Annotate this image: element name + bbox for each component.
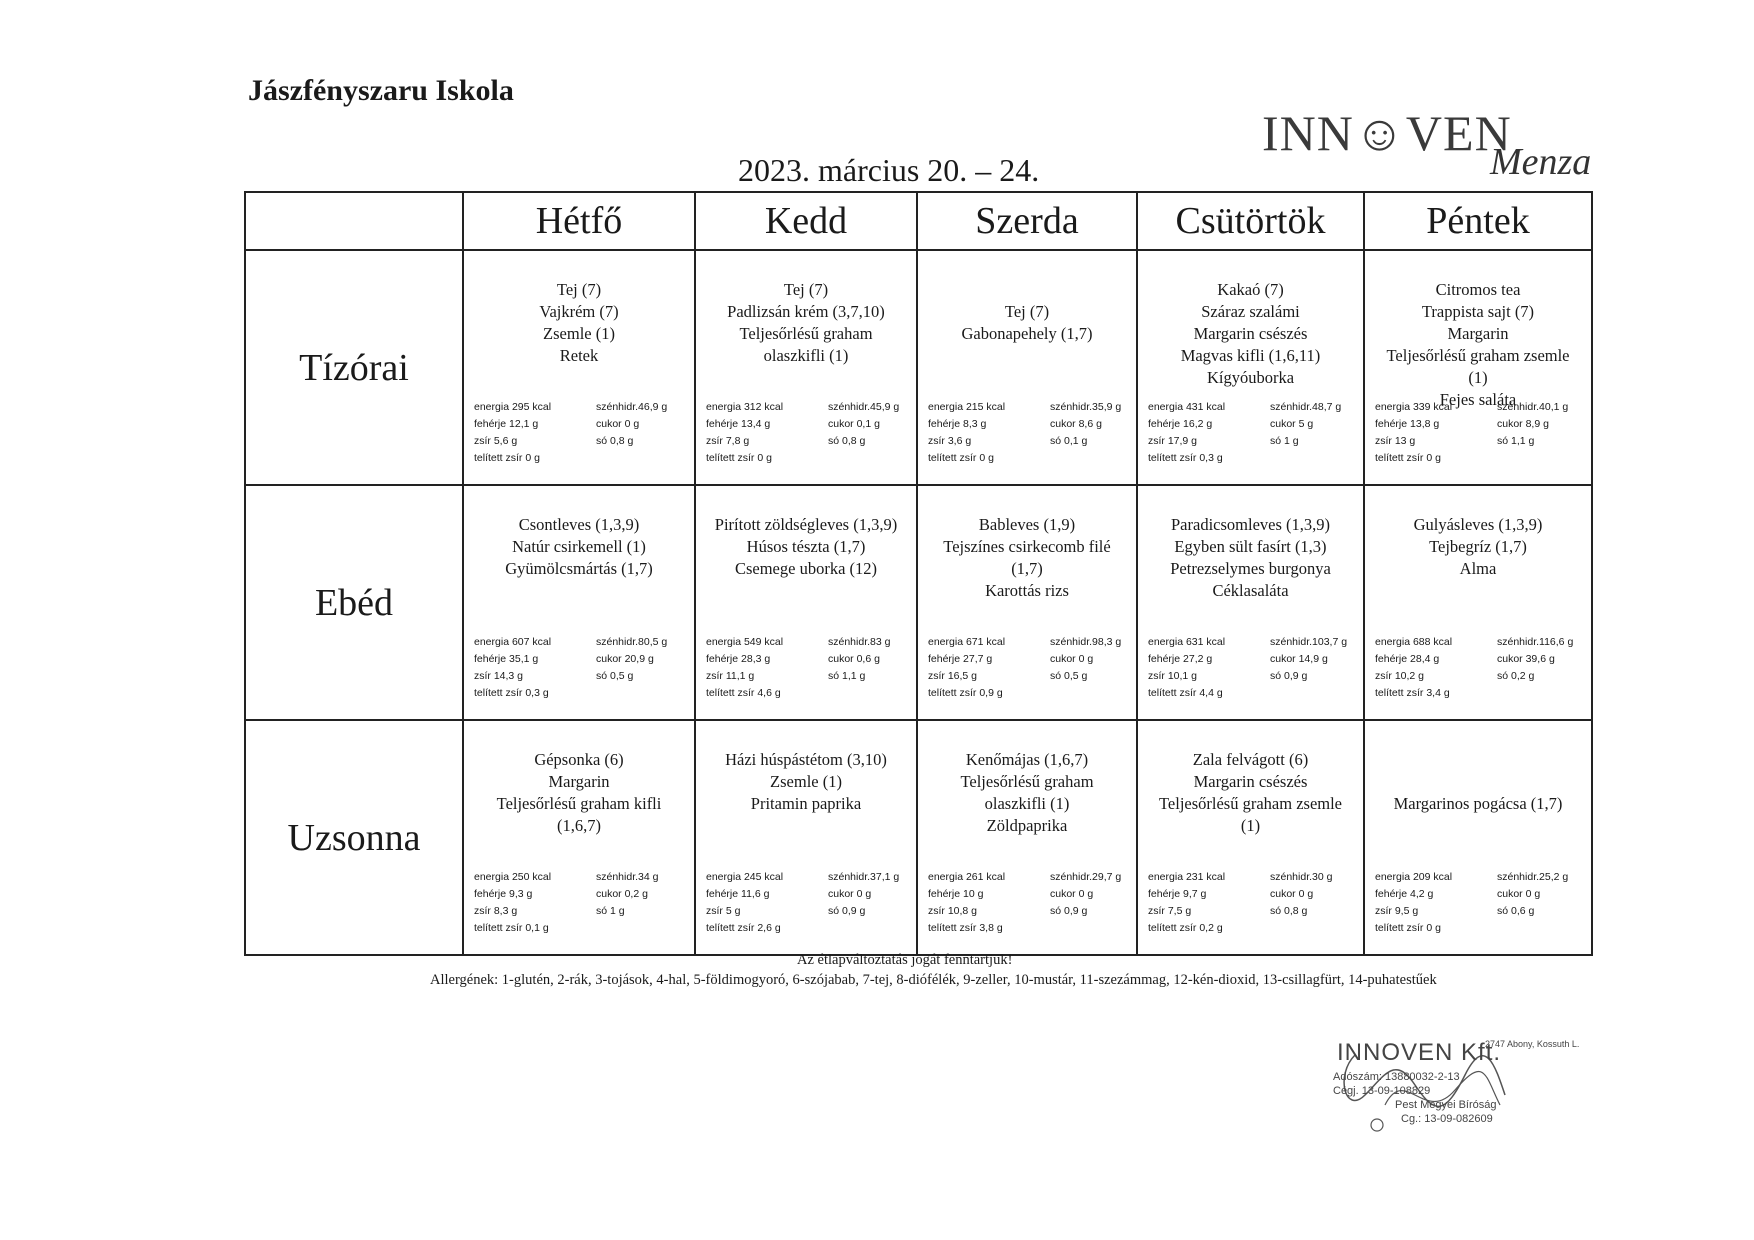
menu-items [1142, 749, 1359, 837]
nutrition-value: telített zsír 0,3 g [474, 687, 549, 699]
menu-item: Tejszínes csirkecomb filé [943, 537, 1111, 556]
menu-item: Tej (7) [1004, 302, 1050, 321]
day-header: Péntek [1364, 192, 1592, 250]
menu-cell [463, 485, 695, 720]
menu-item: Céklasaláta [1212, 581, 1289, 600]
menu-cell [695, 485, 917, 720]
menu-item: Gépsonka (6) [534, 750, 624, 769]
nutrition-value: fehérje 27,7 g [928, 653, 993, 665]
nutrition-value: telített zsír 4,6 g [706, 687, 781, 699]
nutrition-column [474, 399, 594, 467]
nutrition-value: fehérje 27,2 g [1148, 653, 1213, 665]
nutrition-value: telített zsír 0 g [1375, 922, 1441, 934]
nutrition-value: energia 245 kcal [706, 871, 784, 883]
nutrition-value: fehérje 8,3 g [928, 418, 987, 430]
menu-item: Padlizsán krém (3,7,10) [727, 302, 885, 321]
menu-item: Zsemle (1) [770, 772, 842, 791]
menu-item: Kenőmájas (1,6,7) [965, 750, 1089, 769]
menu-item: Zala felvágott (6) [1192, 750, 1309, 769]
menu-items [700, 749, 912, 815]
nutrition-value: fehérje 9,3 g [474, 888, 533, 900]
nutrition-value: só 0,9 g [828, 905, 866, 917]
day-header: Hétfő [463, 192, 695, 250]
nutrition-column [828, 869, 924, 920]
menu-item [922, 279, 1132, 301]
menu-items [1369, 279, 1587, 411]
nutrition-value: telített zsír 0,1 g [474, 922, 549, 934]
menu-item: Margarin csészés [1193, 772, 1308, 791]
school-name: Jászfényszaru Iskola [248, 74, 514, 107]
menu-item: Kígyóuborka [1206, 368, 1295, 387]
stamp-company-name: INNOVEN Kft. [1337, 1039, 1502, 1066]
meal-label: Uzsonna [245, 720, 463, 955]
nutrition-value: zsír 7,8 g [706, 435, 750, 447]
nutrition-value: cukor 0 g [596, 418, 640, 430]
nutrition-value: cukor 20,9 g [596, 653, 654, 665]
nutrition-column [1050, 634, 1146, 685]
menu-cell [695, 250, 917, 485]
menu-items [468, 279, 690, 367]
day-header: Csütörtök [1137, 192, 1364, 250]
menu-item: Tej (7) [556, 280, 602, 299]
menu-items [1142, 514, 1359, 602]
menu-item: Vajkrém (7) [539, 302, 619, 321]
nutrition-value: szénhidr.30 g [1270, 871, 1333, 883]
menu-cell [1137, 720, 1364, 955]
nutrition-value: só 0,5 g [596, 670, 634, 682]
menu-item: Pritamin paprika [750, 794, 862, 813]
meal-row [245, 485, 1592, 720]
nutrition-column [706, 869, 826, 937]
menu-item: Teljesőrlésű graham kifli [496, 794, 662, 813]
menu-item: Trappista sajt (7) [1421, 302, 1535, 321]
nutrition-value: cukor 0 g [1270, 888, 1314, 900]
nutrition-value: telített zsír 0,9 g [928, 687, 1003, 699]
nutrition-value: szénhidr.40,1 g [1497, 401, 1569, 413]
menu-cell [1364, 485, 1592, 720]
nutrition-column [928, 399, 1048, 467]
nutrition-column [1148, 399, 1268, 467]
nutrition-column [474, 634, 594, 702]
nutrition-value: energia 312 kcal [706, 401, 784, 413]
menu-item: Teljesőrlésű graham zsemle [1386, 346, 1570, 365]
menu-cell [1137, 485, 1364, 720]
menu-items [468, 514, 690, 580]
menu-item: Bableves (1,9) [978, 515, 1076, 534]
company-stamp [1325, 1035, 1585, 1135]
nutrition-value: só 0,8 g [828, 435, 866, 447]
nutrition-value: fehérje 10 g [928, 888, 984, 900]
menu-cell [917, 250, 1137, 485]
nutrition-value: telített zsír 0,3 g [1148, 452, 1223, 464]
nutrition-value: só 1 g [1270, 435, 1299, 447]
menu-item [1369, 771, 1587, 793]
stamp-address: 2747 Abony, Kossuth L. [1485, 1039, 1580, 1049]
nutrition-value: cukor 0 g [1050, 653, 1094, 665]
nutrition-value: telített zsír 0 g [706, 452, 772, 464]
nutrition-value: fehérje 28,3 g [706, 653, 771, 665]
menu-item: Margarin [548, 772, 610, 791]
nutrition-column [1497, 634, 1593, 685]
stamp-company-reg: Cg.: 13-09-082609 [1401, 1113, 1493, 1125]
nutrition-value: só 1,1 g [828, 670, 866, 682]
stamp-registration: Cégj. 13-09-108829 [1333, 1085, 1431, 1097]
nutrition-value: telített zsír 0 g [1375, 452, 1441, 464]
nutrition-value: telített zsír 4,4 g [1148, 687, 1223, 699]
nutrition-value: cukor 8,6 g [1050, 418, 1102, 430]
nutrition-value: fehérje 11,6 g [706, 888, 770, 900]
menu-cell [1364, 250, 1592, 485]
menu-item: Magvas kifli (1,6,11) [1180, 346, 1321, 365]
menu-item: (1) [1240, 816, 1261, 835]
nutrition-value: zsír 5,6 g [474, 435, 518, 447]
menu-item: Kakaó (7) [1217, 280, 1284, 299]
menu-items [700, 279, 912, 367]
menu-item: Petrezselymes burgonya [1170, 559, 1331, 578]
nutrition-value: telített zsír 0,2 g [1148, 922, 1223, 934]
nutrition-column [1270, 634, 1366, 685]
nutrition-value: szénhidr.37,1 g [828, 871, 900, 883]
menu-items [922, 279, 1132, 345]
nutrition-value: szénhidr.103,7 g [1270, 636, 1348, 648]
logo-script-text: Menza [1490, 141, 1592, 183]
nutrition-column [474, 869, 594, 937]
nutrition-value: energia 549 kcal [706, 636, 784, 648]
menu-item: Száraz szalámi [1201, 302, 1300, 321]
meal-row [245, 250, 1592, 485]
nutrition-value: cukor 5 g [1270, 418, 1314, 430]
menu-item: Csontleves (1,3,9) [518, 515, 640, 534]
menu-item: Margarinos pogácsa (1,7) [1393, 794, 1563, 813]
day-header: Szerda [917, 192, 1137, 250]
nutrition-value: só 0,1 g [1050, 435, 1088, 447]
nutrition-column [1375, 399, 1495, 467]
meal-label: Tízórai [245, 250, 463, 485]
nutrition-value: fehérje 28,4 g [1375, 653, 1440, 665]
nutrition-value: energia 607 kcal [474, 636, 552, 648]
menu-cell [695, 720, 917, 955]
menu-item: Fejes saláta [1439, 390, 1517, 409]
nutrition-value: zsír 17,9 g [1148, 435, 1198, 447]
nutrition-value: energia 671 kcal [928, 636, 1006, 648]
nutrition-column [1497, 399, 1593, 450]
nutrition-value: cukor 0 g [1050, 888, 1094, 900]
nutrition-value: telített zsír 3,4 g [1375, 687, 1450, 699]
menu-cell [917, 485, 1137, 720]
nutrition-value: zsír 11,1 g [706, 670, 755, 682]
nutrition-value: szénhidr.45,9 g [828, 401, 900, 413]
nutrition-value: energia 250 kcal [474, 871, 552, 883]
nutrition-column [1497, 869, 1593, 920]
weekly-menu-table [244, 191, 1593, 956]
nutrition-column [1050, 399, 1146, 450]
nutrition-value: szénhidr.48,7 g [1270, 401, 1342, 413]
nutrition-value: zsír 7,5 g [1148, 905, 1192, 917]
nutrition-value: cukor 0 g [828, 888, 872, 900]
nutrition-value: szénhidr.80,5 g [596, 636, 668, 648]
nutrition-value: szénhidr.116,6 g [1497, 636, 1574, 648]
menu-item: Zöldpaprika [986, 816, 1068, 835]
innoven-logo [1262, 104, 1622, 184]
nutrition-value: só 0,6 g [1497, 905, 1535, 917]
nutrition-value: szénhidr.35,9 g [1050, 401, 1122, 413]
nutrition-value: energia 261 kcal [928, 871, 1006, 883]
menu-item: Teljesőrlésű graham zsemle [1158, 794, 1343, 813]
menu-item: Gyümölcsmártás (1,7) [505, 559, 653, 578]
corner-cell [245, 192, 463, 250]
nutrition-value: szénhidr.29,7 g [1050, 871, 1122, 883]
nutrition-value: só 0,9 g [1270, 670, 1308, 682]
nutrition-value: energia 631 kcal [1148, 636, 1226, 648]
nutrition-column [1148, 869, 1268, 937]
stamp-court: Pest Megyei Bíróság [1395, 1099, 1497, 1111]
nutrition-value: só 1,1 g [1497, 435, 1535, 447]
nutrition-column [706, 634, 826, 702]
menu-item [1369, 749, 1587, 771]
menu-items [1369, 514, 1587, 580]
nutrition-value: zsír 3,6 g [928, 435, 972, 447]
nutrition-value: fehérje 12,1 g [474, 418, 539, 430]
stamp-tax-number: Adószám: 13880032-2-13 [1333, 1071, 1460, 1083]
nutrition-column [596, 869, 692, 920]
nutrition-value: fehérje 16,2 g [1148, 418, 1213, 430]
nutrition-value: zsír 10,1 g [1148, 670, 1198, 682]
nutrition-value: energia 215 kcal [928, 401, 1006, 413]
menu-item: olaszkifli (1) [984, 794, 1070, 813]
menu-item: Karottás rizs [985, 581, 1069, 600]
meal-row [245, 720, 1592, 955]
menu-item: Natúr csirkemell (1) [512, 537, 646, 556]
menu-item: Retek [559, 346, 599, 365]
day-header: Kedd [695, 192, 917, 250]
nutrition-column [1050, 869, 1146, 920]
nutrition-value: telített zsír 2,6 g [706, 922, 781, 934]
logo-main-text: INN☺VEN [1262, 105, 1512, 161]
nutrition-column [828, 634, 924, 685]
nutrition-value: telített zsír 0 g [928, 452, 994, 464]
nutrition-value: energia 431 kcal [1148, 401, 1226, 413]
nutrition-value: só 0,5 g [1050, 670, 1088, 682]
nutrition-column [596, 399, 692, 450]
nutrition-value: zsír 8,3 g [474, 905, 518, 917]
nutrition-value: szénhidr.46,9 g [596, 401, 668, 413]
table-header-row [245, 192, 1592, 250]
nutrition-column [1148, 634, 1268, 702]
menu-item: Margarin csészés [1193, 324, 1308, 343]
nutrition-value: fehérje 4,2 g [1375, 888, 1434, 900]
menu-items [468, 749, 690, 837]
menu-item: Házi húspástétom (3,10) [725, 750, 887, 769]
allergen-legend: Allergének: 1-glutén, 2-rák, 3-tojások, 4-hal, 5-földimogyoró, 6-szójabab, 7-tej, 8-diófélék, 9-zeller, 10-mustár, 11-szezámmag, 12-kén-dioxid, 13-csillagfürt, 14-puhatestűek [430, 972, 1437, 988]
nutrition-value: cukor 8,9 g [1497, 418, 1549, 430]
nutrition-value: zsír 16,5 g [928, 670, 978, 682]
menu-item: Margarin [1447, 324, 1509, 343]
nutrition-column [1375, 869, 1495, 937]
menu-cell [463, 720, 695, 955]
nutrition-value: cukor 0,1 g [828, 418, 880, 430]
nutrition-value: energia 231 kcal [1148, 871, 1226, 883]
nutrition-column [1270, 869, 1366, 920]
menu-cell [463, 250, 695, 485]
menu-item: (1,6,7) [557, 816, 601, 835]
menu-item: Zsemle (1) [543, 324, 615, 343]
nutrition-value: energia 688 kcal [1375, 636, 1453, 648]
nutrition-column [1270, 399, 1366, 450]
nutrition-value: cukor 14,9 g [1270, 653, 1328, 665]
nutrition-column [928, 869, 1048, 937]
menu-item: (1,7) [1011, 559, 1043, 578]
nutrition-value: zsír 10,8 g [928, 905, 978, 917]
nutrition-value: cukor 0,6 g [828, 653, 880, 665]
nutrition-value: só 1 g [596, 905, 625, 917]
nutrition-value: fehérje 13,8 g [1375, 418, 1440, 430]
nutrition-value: zsír 9,5 g [1375, 905, 1419, 917]
menu-item: Gabonapehely (1,7) [961, 324, 1093, 343]
nutrition-value: só 0,9 g [1050, 905, 1088, 917]
nutrition-value: telített zsír 0 g [474, 452, 540, 464]
menu-items [1369, 749, 1587, 815]
nutrition-value: zsír 14,3 g [474, 670, 524, 682]
menu-item: Pirított zöldségleves (1,3,9) [714, 515, 898, 534]
menu-cell [1137, 250, 1364, 485]
nutrition-value: energia 209 kcal [1375, 871, 1453, 883]
menu-item: (1) [1468, 368, 1488, 387]
menu-item: Egyben sült fasírt (1,3) [1174, 537, 1327, 556]
nutrition-value: fehérje 9,7 g [1148, 888, 1207, 900]
menu-cell [917, 720, 1137, 955]
menu-item: Citromos tea [1435, 280, 1521, 299]
nutrition-value: fehérje 35,1 g [474, 653, 539, 665]
nutrition-value: fehérje 13,4 g [706, 418, 771, 430]
menu-cell [1364, 720, 1592, 955]
nutrition-column [928, 634, 1048, 702]
nutrition-value: só 0,2 g [1497, 670, 1535, 682]
meal-label: Ebéd [245, 485, 463, 720]
menu-items [922, 749, 1132, 837]
menu-change-note: Az étlapváltoztatás jogát fenntartjuk! [797, 952, 1013, 968]
nutrition-column [828, 399, 924, 450]
nutrition-value: zsír 13 g [1375, 435, 1416, 447]
nutrition-value: zsír 5 g [706, 905, 741, 917]
menu-item: Csemege uborka (12) [734, 559, 878, 578]
menu-items [1142, 279, 1359, 389]
nutrition-value: cukor 0 g [1497, 888, 1541, 900]
menu-items [922, 514, 1132, 602]
nutrition-value: só 0,8 g [596, 435, 634, 447]
menu-item: Paradicsomleves (1,3,9) [1171, 515, 1330, 534]
menu-item: Teljesőrlésű graham [739, 324, 873, 343]
nutrition-value: só 0,8 g [1270, 905, 1308, 917]
nutrition-value: szénhidr.98,3 g [1050, 636, 1122, 648]
nutrition-value: cukor 39,6 g [1497, 653, 1555, 665]
nutrition-value: szénhidr.34 g [596, 871, 659, 883]
menu-items [700, 514, 912, 580]
nutrition-value: szénhidr.83 g [828, 636, 891, 648]
nutrition-value: energia 339 kcal [1375, 401, 1453, 413]
nutrition-column [1375, 634, 1495, 702]
menu-item: olaszkifli (1) [763, 346, 849, 365]
menu-item: Alma [1459, 559, 1497, 578]
nutrition-value: szénhidr.25,2 g [1497, 871, 1569, 883]
nutrition-column [706, 399, 826, 467]
menu-item: Gulyásleves (1,3,9) [1413, 515, 1543, 534]
nutrition-value: energia 295 kcal [474, 401, 552, 413]
menu-item: Tejbegríz (1,7) [1429, 537, 1527, 556]
nutrition-value: zsír 10,2 g [1375, 670, 1425, 682]
nutrition-value: telített zsír 3,8 g [928, 922, 1003, 934]
menu-item: Húsos tészta (1,7) [746, 537, 866, 556]
menu-date-range: 2023. március 20. – 24. [738, 152, 1040, 188]
menu-item: Tej (7) [783, 280, 829, 299]
menu-item: Teljesőrlésű graham [960, 772, 1094, 791]
nutrition-column [596, 634, 692, 685]
nutrition-value: cukor 0,2 g [596, 888, 648, 900]
